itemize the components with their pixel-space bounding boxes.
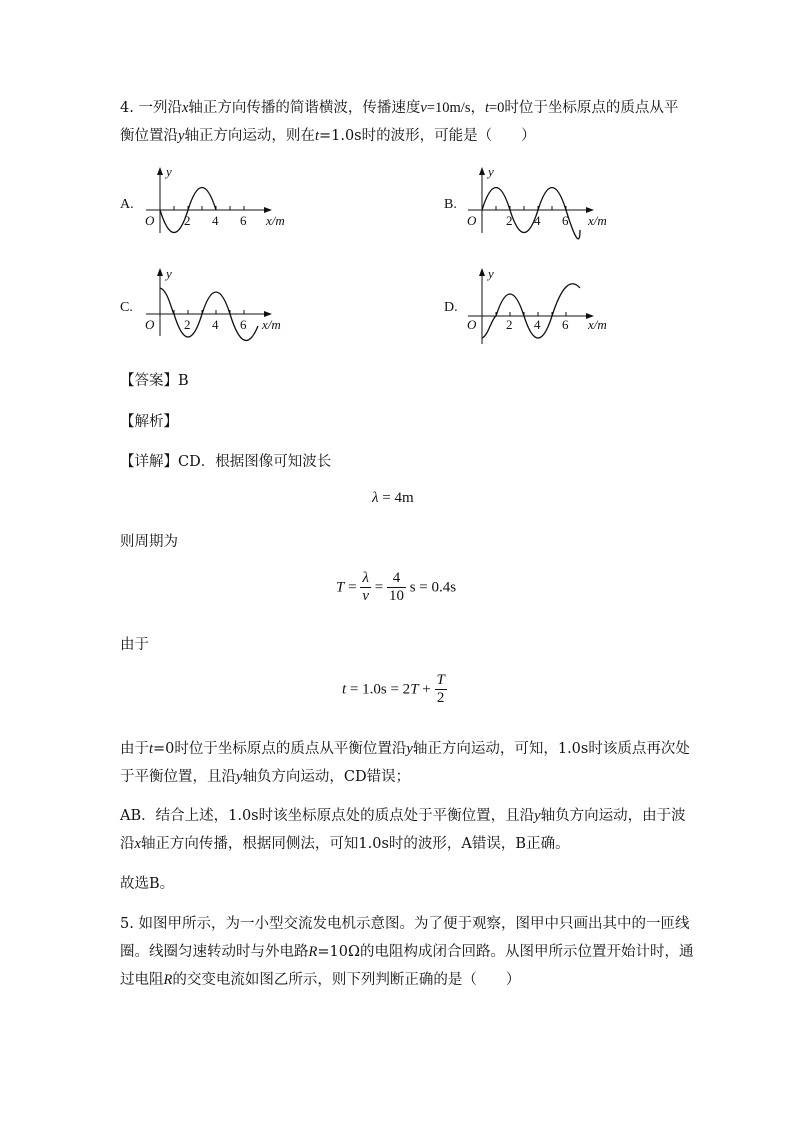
option-c-label[interactable]: C. (120, 300, 133, 315)
tick-label: 4 (212, 213, 219, 228)
fraction-lambda-v: $\frac{\lambda}{v}$ (362, 570, 369, 605)
answer: 【答案】B (120, 373, 189, 389)
option-c-graph[interactable] (140, 266, 290, 338)
analysis-para2-line2: 沿x轴正方向传播，根据同侧法，可知1.0s时的波形，A错误，B正确。 (120, 836, 570, 852)
option-d-label[interactable]: D. (444, 300, 458, 315)
tick-label: 4 (534, 213, 541, 228)
tick-label: 2 (506, 317, 513, 332)
option-d-graph[interactable] (462, 266, 612, 346)
fraction-t-2: $\frac{T}{2}$ (436, 672, 445, 707)
option-a-graph[interactable] (140, 165, 290, 235)
equation-period: T = $\frac{\lambda}{v}$ = $\frac{4}{10}$ s = 0.4s (336, 570, 457, 605)
tick-label: 4 (534, 317, 541, 332)
q4-stem-line2: 衡位置沿y轴正方向运动，则在t=1.0s时的波形，可能是（ ） (120, 128, 536, 144)
origin-label: O (145, 317, 155, 332)
x-axis-label: x/m (588, 317, 607, 332)
tick-label: 6 (240, 213, 247, 228)
since-text: 由于 (120, 637, 149, 653)
q4-stem-line1: 4. 一列沿x轴正方向传播的简谐横波，传播速度v=10m/s，t=0时位于坐标原点的质点从平 (120, 100, 679, 116)
analysis-para2-line1: AB．结合上述，1.0s时该坐标原点处的质点处于平衡位置，且沿y轴负方向运动，由于波 (120, 808, 686, 824)
y-axis-arrow (157, 167, 163, 175)
equation-wavelength: λ = 4m (372, 490, 414, 506)
y-axis-label: y (166, 164, 172, 179)
question-number: 4. (120, 100, 134, 116)
y-axis-label: y (166, 266, 172, 281)
tick-label: 4 (212, 317, 219, 332)
y-axis-label: y (488, 164, 494, 179)
tick-label: 6 (562, 317, 569, 332)
origin-label: O (467, 213, 477, 228)
conclusion: 故选B。 (120, 876, 175, 892)
origin-label: O (145, 213, 155, 228)
origin-label: O (467, 317, 477, 332)
option-b-label[interactable]: B. (444, 197, 457, 212)
analysis-para1-line2: 于平衡位置，且沿y轴负方向运动，CD错误； (120, 769, 411, 785)
y-axis-label: y (488, 266, 494, 281)
q5-stem-line2: 圈。线圈匀速转动时与外电路R=10Ω的电阻构成闭合回路。从图甲所示位置开始计时，通 (120, 944, 694, 960)
option-a-label[interactable]: A. (120, 197, 134, 212)
tick-label: 2 (184, 317, 191, 332)
analysis-para1-line1: 由于t=0时位于坐标原点的质点从平衡位置沿y轴正方向运动，可知，1.0s时该质点再次处 (120, 741, 690, 757)
detail-line: 【详解】CD．根据图像可知波长 (120, 454, 332, 470)
y-axis-arrow (479, 167, 485, 175)
x-axis-label: x/m (266, 213, 285, 228)
x-axis-label: x/m (262, 317, 281, 332)
y-axis-arrow (479, 268, 485, 276)
q5-stem-line3: 过电阻R的交变电流如图乙所示，则下列判断正确的是（ ） (120, 972, 521, 988)
fraction-4-10: $\frac{4}{10}$ (388, 570, 404, 605)
tick-label: 2 (506, 213, 513, 228)
period-text: 则周期为 (120, 534, 178, 550)
y-axis-arrow (157, 268, 163, 276)
tick-label: 2 (184, 213, 191, 228)
q5-stem-line1: 5. 如图甲所示，为一小型交流发电机示意图。为了便于观察，图甲中只画出其中的一匝线 (120, 916, 690, 932)
option-b-graph[interactable] (462, 165, 612, 235)
tick-label: 6 (240, 317, 247, 332)
x-axis-label: x/m (588, 213, 607, 228)
tick-label: 6 (562, 213, 569, 228)
analysis-heading: 【解析】 (120, 414, 178, 430)
equation-time: t = 1.0s = 2T + $\frac{T}{2}$ (342, 672, 445, 707)
